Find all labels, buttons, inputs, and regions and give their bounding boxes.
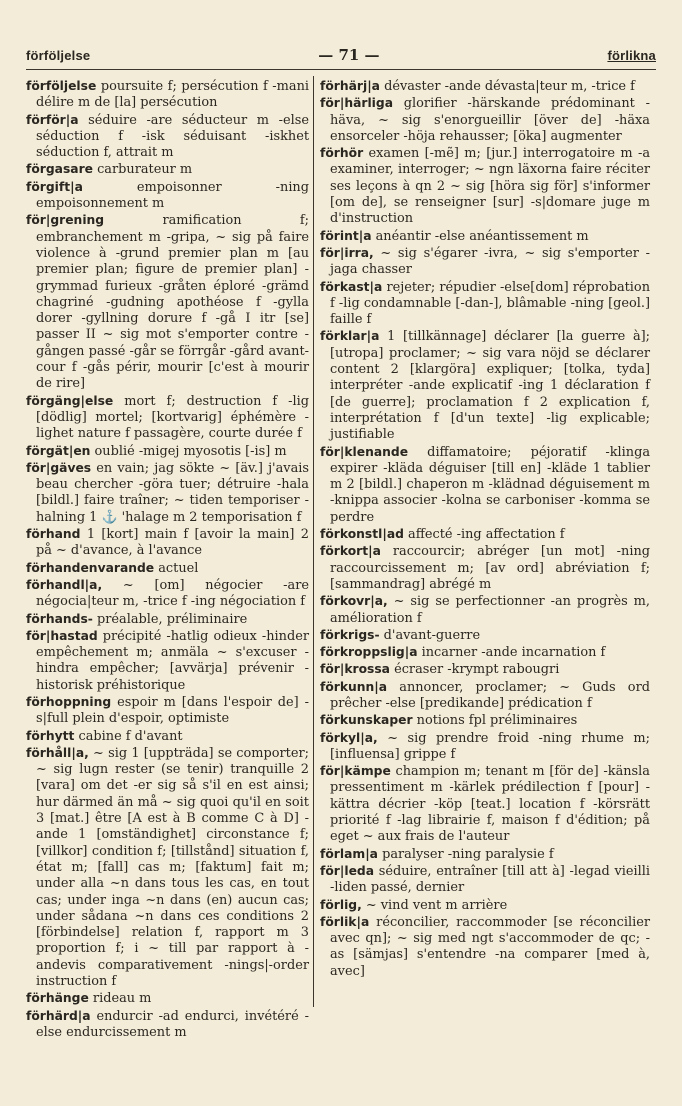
dictionary-entry xyxy=(320,228,650,245)
headword: förgasare xyxy=(26,162,93,177)
dictionary-entry xyxy=(26,728,309,745)
definition-text: notions fpl préliminaires xyxy=(412,713,578,729)
left-guide-word: förföljelse xyxy=(26,47,91,63)
headword: förhärj|a xyxy=(320,79,380,93)
dictionary-entry xyxy=(320,679,650,713)
headword: förlik|a xyxy=(320,914,370,929)
headword: för|hastad xyxy=(26,628,98,643)
dictionary-entry xyxy=(320,644,650,661)
definition-text: mort f; destruction f -lig [dödlig] mortel; [kortvarig] éphémère -lighet nature f passagère, courte durée f xyxy=(36,393,309,442)
dictionary-entry xyxy=(320,730,650,764)
headword: för|grening xyxy=(26,213,105,228)
headword: förhandenvarande xyxy=(26,560,155,575)
headword: förföljelse xyxy=(26,79,97,93)
dictionary-entry xyxy=(26,560,309,577)
dictionary-entry xyxy=(26,212,309,392)
header-rule xyxy=(26,69,656,70)
headword: förhåll|a, xyxy=(26,745,89,760)
headword: förkort|a xyxy=(320,544,381,559)
dictionary-entry xyxy=(320,526,650,543)
definition-text: d'avant-guerre xyxy=(379,627,481,643)
headword: förhandl|a, xyxy=(26,577,103,592)
definition-text: champion m; tenant m [för de] -känsla pressentiment m -kärlek prédilection f [pour] -kättra décrier -köp [teat.] location f -körsrätt priorité f -lag librairie f, maison f d'édition; på eget ~ aux frais de l'auteur xyxy=(330,764,650,845)
definition-text: incarner -ande incarnation f xyxy=(417,645,606,661)
headword: förgäng|else xyxy=(26,393,114,408)
definition-text: précipité -hatlig odieux -hinder empêchement m; anmäla ~ s'excuser -hindra empêcher; [avvärja] prévenir -historisk préhistorique xyxy=(36,628,309,693)
definition-text: dévaster -ande dévasta|teur m, -trice f xyxy=(379,79,635,94)
dictionary-entry xyxy=(320,627,650,644)
headword: förlam|a xyxy=(320,846,378,861)
definition-text: glorifier -härskande prédominant -häva, ~ sig s'enorgueillir [över de] -häxa ensorceler -höja rehausser; [öka] augmenter xyxy=(330,96,650,144)
left-column xyxy=(26,78,309,1041)
definition-text: réconcilier, raccommoder [se réconcilier avec qn]; ~ sig med ngt s'accommoder de qc; -as [sämjas] s'entendre -na comparer [med à, avec] xyxy=(330,914,650,979)
definition-text: cabine f d'avant xyxy=(74,728,183,744)
definition-text: ~ vind vent m arrière xyxy=(361,897,508,913)
headword: förint|a xyxy=(320,228,372,243)
definition-text: espoir m [dans l'espoir de] -s|full plein d'espoir, optimiste xyxy=(36,694,309,727)
definition-text: ~ sig s'égarer -ivra, ~ sig s'emporter -jaga chasser xyxy=(330,245,650,278)
dictionary-entry xyxy=(26,526,309,560)
dictionary-entry xyxy=(320,763,650,845)
definition-text: empoisonner -ning empoisonnement m xyxy=(36,179,309,212)
dictionary-entry xyxy=(26,628,309,694)
right-column xyxy=(320,78,650,980)
definition-text: examen [-mẽ] m; [jur.] interrogatoire m -a examiner, interroger; ~ ngn läxorna faire réciter ses leçons à qn 2 ~ sig [höra sig för] s'informer [om de], se renseigner [sur] -s|domare juge m d'instruction xyxy=(330,146,650,227)
headword: förkyl|a, xyxy=(320,730,378,745)
dictionary-entry xyxy=(320,863,650,897)
dictionary-entry xyxy=(26,694,309,728)
definition-text: ramification f; embranchement m -gripa, ~ sig på faire violence à -grund premier plan m [au premier plan; figure de premier plan] -grymmad furieux -gråten éploré -grämd chagriné -gudning apothéose f -gylla dorer -gyllning dorure f -gå I itr [se] passer II ~ sig mot s'emporter contre -gången passé -går se förrgår -gård avant-cour f -gås périr, mourir [c'est à mourir de rire] xyxy=(36,213,309,392)
definition-text: paralyser -ning paralysie f xyxy=(377,846,554,862)
headword: förgift|a xyxy=(26,179,83,194)
dictionary-entry xyxy=(320,95,650,145)
headword: förkroppslig|a xyxy=(320,645,418,660)
definition-text: préalable, préliminaire xyxy=(92,611,248,627)
headword: förhoppning xyxy=(26,694,112,709)
definition-text: anéantir -else anéantissement m xyxy=(371,228,589,244)
dictionary-entry xyxy=(320,914,650,980)
definition-text: diffamatoire; péjoratif -klinga expirer -kläda déguiser [till en] -kläde 1 tablier m 2 [bildl.] chaperon m -klädnad déguisement m -knippa associer -kolna se carboniser -komma se perdre xyxy=(330,444,650,525)
definition-text: écraser -krympt rabougri xyxy=(389,662,560,678)
dictionary-entry xyxy=(320,444,650,526)
headword: för|krossa xyxy=(320,662,390,677)
headword: för|leda xyxy=(320,863,375,878)
headword: förkrigs- xyxy=(320,627,380,642)
headword: förlig, xyxy=(320,897,362,912)
dictionary-entry xyxy=(26,443,309,460)
definition-text: actuel xyxy=(154,560,199,576)
dictionary-entry xyxy=(26,745,309,990)
definition-text: en vain; jag sökte ~ [äv.] j'avais beau chercher -göra tuer; détruire -hala [bildl.] faire traîner; ~ tiden temporiser -halning 1 ⚓ 'halage m 2 temporisation f xyxy=(36,460,309,525)
definition-text: affecté -ing affectation f xyxy=(403,527,565,543)
definition-text: ~ sig se perfectionner -an progrès m, amélioration f xyxy=(330,594,650,626)
definition-text: ~ sig 1 [uppträda] se comporter; ~ sig lugn rester (se tenir) tranquille 2 [vara] om det -er sig så s'il en est ainsi; hur därmed än må ~ sig quoi qu'il en soit 3 [mat.] être [A est à B comme C à D] -ande 1 [omständighet] circonstance f; [villkor] condition f; [tillstånd] situation f, état m; [fall] cas m; [faktum] fait m; under alla ~n dans tous les cas, en tout cas; under inga ~n dans (en) aucun cas; under sådana ~n dans ces conditions 2 [förbindelse] relation f, rapport m 3 proportion f; i ~ till par rapport à -andevis comparativement -nings|-order instruction f xyxy=(36,745,309,990)
headword: för|gäves xyxy=(26,460,92,475)
definition-text: oublié -migej myosotis [-is] m xyxy=(90,443,287,459)
headword: förkast|a xyxy=(320,279,383,294)
headword: för|kämpe xyxy=(320,764,391,779)
headword: förför|a xyxy=(26,112,79,127)
dictionary-entry xyxy=(320,712,650,729)
definition-text: rideau m xyxy=(88,991,152,1007)
definition-text: poursuite f; persécution f -mani délire m de [la] persécution xyxy=(36,79,309,111)
dictionary-entry xyxy=(26,179,309,213)
dictionary-entry xyxy=(320,543,650,593)
definition-text: 1 [kort] main f [avoir la main] 2 på ~ d'avance, à l'avance xyxy=(36,527,309,559)
definition-text: séduire, entraîner [till att à] -legad vieilli -liden passé, dernier xyxy=(330,863,650,896)
headword: för|klenande xyxy=(320,444,409,459)
headword: förkunn|a xyxy=(320,679,388,694)
headword: förhands- xyxy=(26,611,93,626)
dictionary-entry xyxy=(26,78,309,112)
definition-text: séduire -are séducteur m -else séduction f -isk séduisant -iskhet séduction f, attrait m xyxy=(36,112,309,161)
dictionary-entry xyxy=(320,279,650,329)
definition-text: ~ [om] négocier -are négocia|teur m, -trice f -ing négociation f xyxy=(36,577,309,610)
dictionary-entry xyxy=(26,460,309,526)
dictionary-entry xyxy=(320,78,650,95)
dictionary-entry xyxy=(320,328,650,443)
definition-text: rejeter; répudier -else[dom] réprobation f -lig condamnable [-dan-], blâmable -ning [geol.] faille f xyxy=(330,279,650,328)
dictionary-entry xyxy=(26,577,309,611)
definition-text: endurcir -ad endurci, invétéré -else endurcissement m xyxy=(36,1008,309,1040)
dictionary-entry xyxy=(26,611,309,628)
dictionary-entry xyxy=(26,990,309,1007)
dictionary-entry xyxy=(320,661,650,678)
dictionary-entry xyxy=(320,245,650,279)
page-header xyxy=(26,44,656,66)
definition-text: carburateur m xyxy=(92,162,193,178)
column-divider xyxy=(313,76,314,1007)
headword: för|irra, xyxy=(320,245,374,260)
dictionary-entry xyxy=(320,145,650,227)
definition-text: annoncer, proclamer; ~ Guds ord prêcher -else [predikande] prédication f xyxy=(330,679,650,711)
dictionary-entry xyxy=(26,161,309,178)
headword: förkovr|a, xyxy=(320,594,388,609)
dictionary-entry xyxy=(26,1008,309,1042)
headword: förkunskaper xyxy=(320,713,413,728)
definition-text: ~ sig prendre froid -ning rhume m; [influensa] grippe f xyxy=(330,730,650,762)
headword: förklar|a xyxy=(320,329,380,344)
right-guide-word: förlikna xyxy=(607,47,656,63)
dictionary-entry xyxy=(320,593,650,627)
dictionary-entry xyxy=(320,846,650,863)
headword: förhör xyxy=(320,146,364,161)
headword: förhand xyxy=(26,527,81,542)
dictionary-entry xyxy=(26,112,309,162)
headword: för|härliga xyxy=(320,96,394,111)
headword: förhytt xyxy=(26,728,75,743)
headword: förkonstl|ad xyxy=(320,527,404,542)
headword: förgät|en xyxy=(26,443,91,458)
headword: förhänge xyxy=(26,991,89,1006)
dictionary-entry xyxy=(320,897,650,914)
definition-text: 1 [tillkännage] déclarer [la guerre à]; [utropa] proclamer; ~ sig vara nöjd se déclarer content 2 [klargöra] expliquer; [tolka, tyda] interpréter -ande explicatif -ing 1 déclaration f [de guerre]; proclamation f 2 explication f, interprétation f [d'un texte] -lig explicable; justifiable xyxy=(330,329,650,443)
dictionary-entry xyxy=(26,393,309,443)
page-number: — 71 — xyxy=(318,46,380,64)
headword: förhärd|a xyxy=(26,1008,91,1023)
definition-text: raccourcir; abréger [un mot] -ning raccourcissement m; [av ord] abréviation f; [sammandrag] abrégé m xyxy=(330,544,650,592)
